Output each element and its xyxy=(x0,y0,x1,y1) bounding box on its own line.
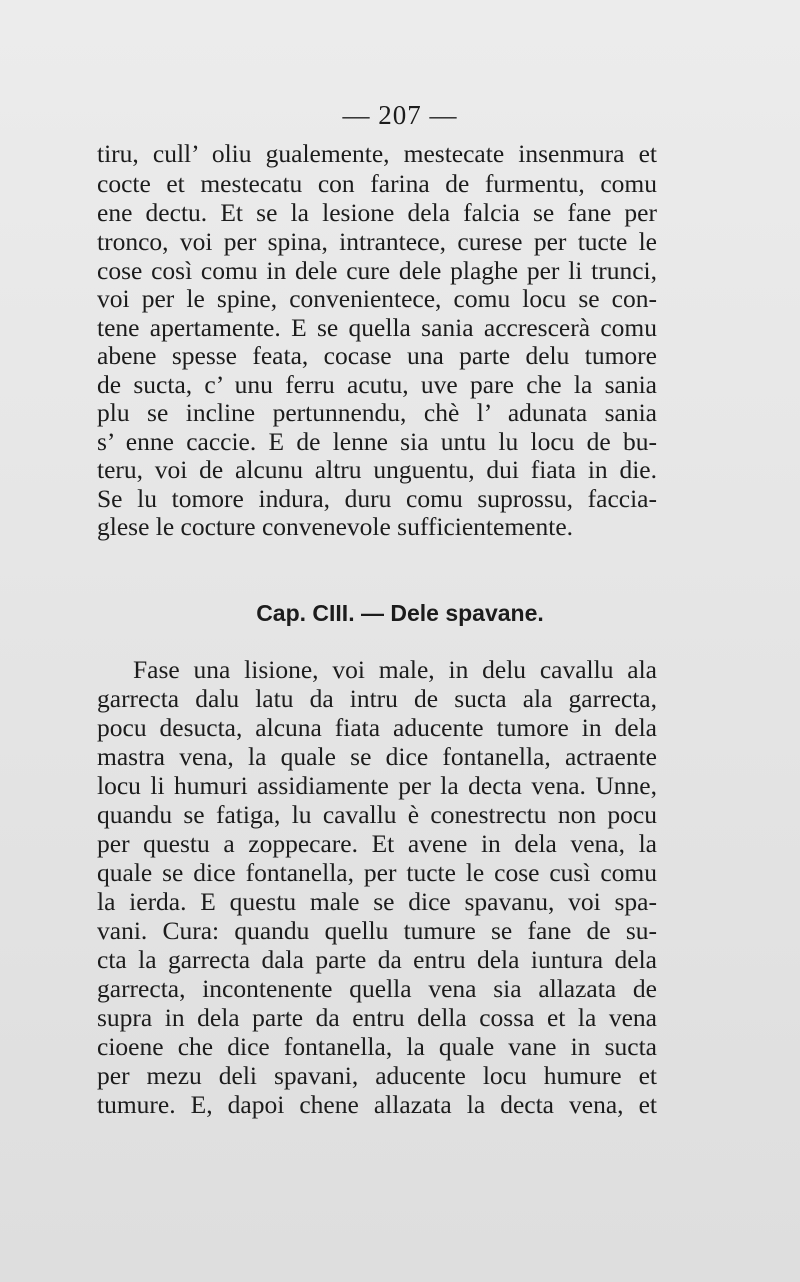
text-line: cocte et mestecatu con farina de furmentu, comu xyxy=(97,169,657,198)
text-line: s’ enne caccie. E de lenne sia untu lu locu de bu- xyxy=(97,427,657,456)
text-line: mastra vena, la quale se dice fontanella, actraente xyxy=(97,742,657,771)
text-line: cta la garrecta dala parte da entru dela iuntura dela xyxy=(97,945,657,974)
text-line: plu se incline pertunnendu, chè l’ adunata sania xyxy=(97,398,657,427)
text-line: ene dectu. Et se la lesione dela falcia se fane per xyxy=(97,198,657,227)
text-line: garrecta, incontenente quella vena sia allazata de xyxy=(97,974,657,1003)
text-line: de sucta, c’ unu ferru acutu, uve pare che la sania xyxy=(97,370,657,399)
text-line: tronco, voi per spina, intrantece, curese per tucte le xyxy=(97,227,657,256)
text-line: cose così comu in dele cure dele plaghe per li trunci, xyxy=(97,256,657,285)
text-line: quale se dice fontanella, per tucte le cose cusì comu xyxy=(97,858,657,887)
text-line: per questu a zoppecare. Et avene in dela vena, la xyxy=(97,829,657,858)
text-line: teru, voi de alcunu altru unguentu, dui fiata in die. xyxy=(97,455,657,484)
page-number: — 207 — xyxy=(342,100,458,130)
text-line: voi per le spine, convenientece, comu locu se con- xyxy=(97,284,657,313)
text-line: Se lu tomore indura, duru comu suprossu, faccia- xyxy=(97,484,657,513)
chapter-heading: Cap. CIII. — Dele spavane. xyxy=(256,600,544,626)
text-line: garrecta dalu latu da intru de sucta ala garrecta, xyxy=(97,684,657,713)
text-line: tiru, cull’ oliu gualemente, mestecate insenmura et xyxy=(97,139,657,168)
text-line: supra in dela parte da entru della cossa et la vena xyxy=(97,1003,657,1032)
text-line: locu li humuri assidiamente per la decta vena. Unne, xyxy=(97,771,657,800)
text-line: per mezu deli spavani, aducente locu humure et xyxy=(97,1061,657,1090)
text-line: quandu se fatiga, lu cavallu è conestrectu non pocu xyxy=(97,800,657,829)
text-line: tumure. E, dapoi chene allazata la decta vena, et xyxy=(97,1090,657,1119)
text-line: tene apertamente. E se quella sania accrescerà comu xyxy=(97,313,657,342)
text-line: abene spesse feata, cocase una parte delu tumore xyxy=(97,341,657,370)
text-line: vani. Cura: quandu quellu tumure se fane de su- xyxy=(97,916,657,945)
text-line: cioene che dice fontanella, la quale vane in sucta xyxy=(97,1032,657,1061)
text-line: la ierda. E questu male se dice spavanu, voi spa- xyxy=(97,887,657,916)
text-line: glese le cocture convenevole sufficientemente. xyxy=(97,512,574,541)
text-line: pocu desucta, alcuna fiata aducente tumore in dela xyxy=(97,713,657,742)
text-line: Fase una lisione, voi male, in delu cavallu ala xyxy=(133,655,657,684)
